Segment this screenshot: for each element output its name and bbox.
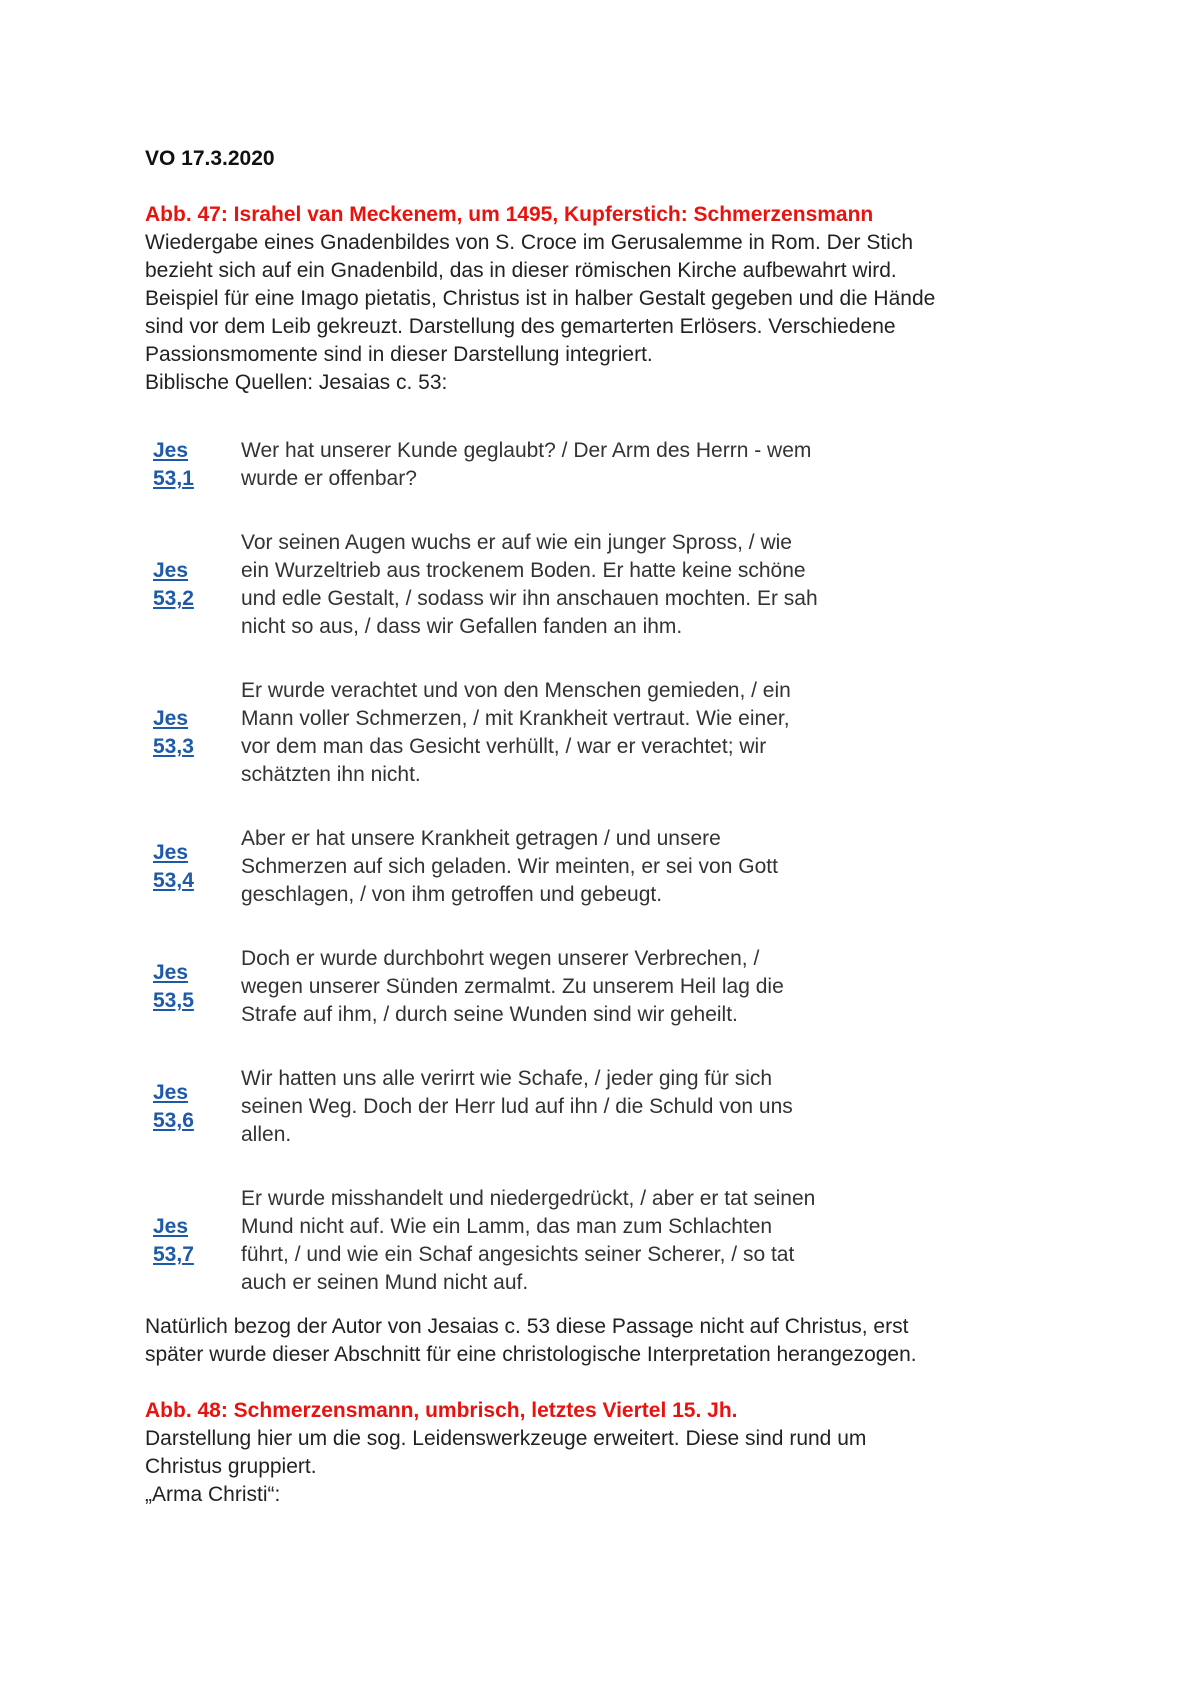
paragraph-line: später wurde dieser Abschnitt für eine christologische Interpretation herangezogen. [145,1343,917,1366]
verse-text: Wir hatten uns alle verirrt wie Schafe, / jeder ging für sich seinen Weg. Doch der Herr lud auf ihn / die Schuld von uns allen. [241,1067,793,1146]
verse-link-53-6[interactable]: Jes 53,6 [153,1081,194,1132]
verse-text: Er wurde verachtet und von den Menschen gemieden, / ein Mann voller Schmerzen, / mit Krankheit vertraut. Wie einer, vor dem man das Gesicht verhüllt, / war er verachtet; wir schätzten ihn nicht. [241,679,791,786]
figure-47-description [145,229,1075,397]
paragraph-line: „Arma Christi“: [145,1483,281,1506]
figure-48-description [145,1425,1075,1509]
verse-text: Vor seinen Augen wuchs er auf wie ein junger Spross, / wie ein Wurzeltrieb aus trockenem Boden. Er hatte keine schöne und edle Gestalt, / sodass wir ihn anschauen mochten. Er sah nicht so aus, / dass wir Gefallen fanden an ihm. [241,531,818,638]
commentary-paragraph [145,1313,1075,1369]
paragraph-line: Biblische Quellen: Jesaias c. 53: [145,371,448,394]
verse-text: Aber er hat unsere Krankheit getragen / und unsere Schmerzen auf sich geladen. Wir meinten, er sei von Gott geschlagen, / von ihm getroffen und gebeugt. [241,827,778,906]
verse-text: Doch er wurde durchbohrt wegen unserer Verbrechen, / wegen unserer Sünden zermalmt. Zu unserem Heil lag die Strafe auf ihm, / durch seine Wunden sind wir geheilt. [241,947,784,1026]
figure-48-heading: Abb. 48: Schmerzensmann, umbrisch, letztes Viertel 15. Jh. [145,1399,738,1422]
verse-link-53-5[interactable]: Jes 53,5 [153,961,194,1012]
paragraph-line: Passionsmomente sind in dieser Darstellung integriert. [145,343,653,366]
verse-link-53-1[interactable]: Jes 53,1 [153,439,194,490]
verse-row [145,945,1075,1029]
verse-row [145,1065,1075,1149]
verse-row [145,529,1075,641]
date-heading: VO 17.3.2020 [145,147,275,170]
verse-row [145,1185,1075,1297]
verse-link-53-4[interactable]: Jes 53,4 [153,841,194,892]
verse-link-53-7[interactable]: Jes 53,7 [153,1215,194,1266]
paragraph-line: sind vor dem Leib gekreuzt. Darstellung des gemarterten Erlösers. Verschiedene [145,315,896,338]
verse-row [145,437,1075,493]
paragraph-line: Wiedergabe eines Gnadenbildes von S. Croce im Gerusalemme in Rom. Der Stich [145,231,914,254]
verse-row [145,677,1075,789]
verse-link-53-3[interactable]: Jes 53,3 [153,707,194,758]
verse-text: Wer hat unserer Kunde geglaubt? / Der Arm des Herrn - wem wurde er offenbar? [241,439,812,490]
paragraph-line: bezieht sich auf ein Gnadenbild, das in dieser römischen Kirche aufbewahrt wird. [145,259,897,282]
verse-row [145,825,1075,909]
paragraph-line: Christus gruppiert. [145,1455,317,1478]
paragraph-line: Darstellung hier um die sog. Leidenswerkzeuge erweitert. Diese sind rund um [145,1427,867,1450]
paragraph-line: Natürlich bezog der Autor von Jesaias c. 53 diese Passage nicht auf Christus, erst [145,1315,909,1338]
document-page [145,145,1075,1509]
verse-link-53-2[interactable]: Jes 53,2 [153,559,194,610]
paragraph-line: Beispiel für eine Imago pietatis, Christus ist in halber Gestalt gegeben und die Hände [145,287,936,310]
verse-text: Er wurde misshandelt und niedergedrückt, / aber er tat seinen Mund nicht auf. Wie ein Lamm, das man zum Schlachten führt, / und wie ein Schaf angesichts seiner Scherer, / so tat auch er seinen Mund nicht auf. [241,1187,816,1294]
figure-47-heading: Abb. 47: Israhel van Meckenem, um 1495, Kupferstich: Schmerzensmann [145,203,874,226]
verse-table [145,437,1075,1297]
